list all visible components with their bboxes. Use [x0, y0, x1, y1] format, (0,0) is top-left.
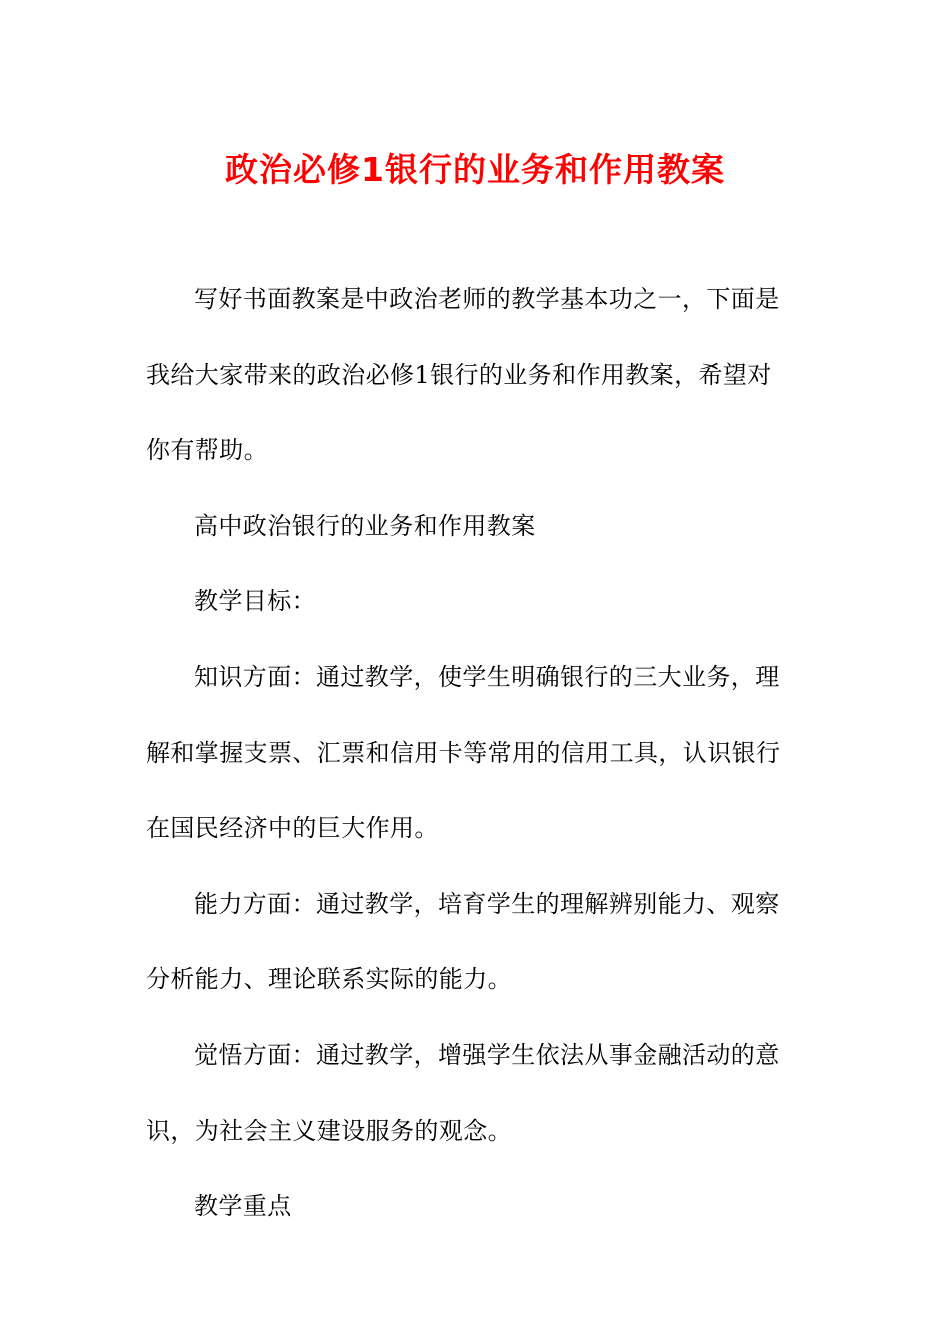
document-title: 政治必修1银行的业务和作用教案: [225, 150, 725, 189]
teaching-goals-heading: 教学目标：: [194, 587, 316, 616]
lesson-heading: 高中政治银行的业务和作用教案: [194, 511, 536, 540]
ability-goal-paragraph: 能力方面：通过教学，培育学生的理解辨别能力、观察分析能力、理论联系实际的能力。: [146, 889, 780, 994]
document-body: [146, 262, 796, 1245]
awareness-goal-paragraph: 觉悟方面：通过教学，增强学生依法从事金融活动的意识，为社会主义建设服务的观念。: [146, 1040, 780, 1145]
teaching-focus-heading: 教学重点: [194, 1192, 292, 1221]
knowledge-goal-paragraph: 知识方面：通过教学，使学生明确银行的三大业务，理解和掌握支票、汇票和信用卡等常用的信用工具，认识银行在国民经济中的巨大作用。: [146, 662, 781, 843]
intro-paragraph: 写好书面教案是中政治老师的教学基本功之一，下面是我给大家带来的政治必修1银行的业务和作用教案，希望对你有帮助。: [146, 285, 780, 465]
